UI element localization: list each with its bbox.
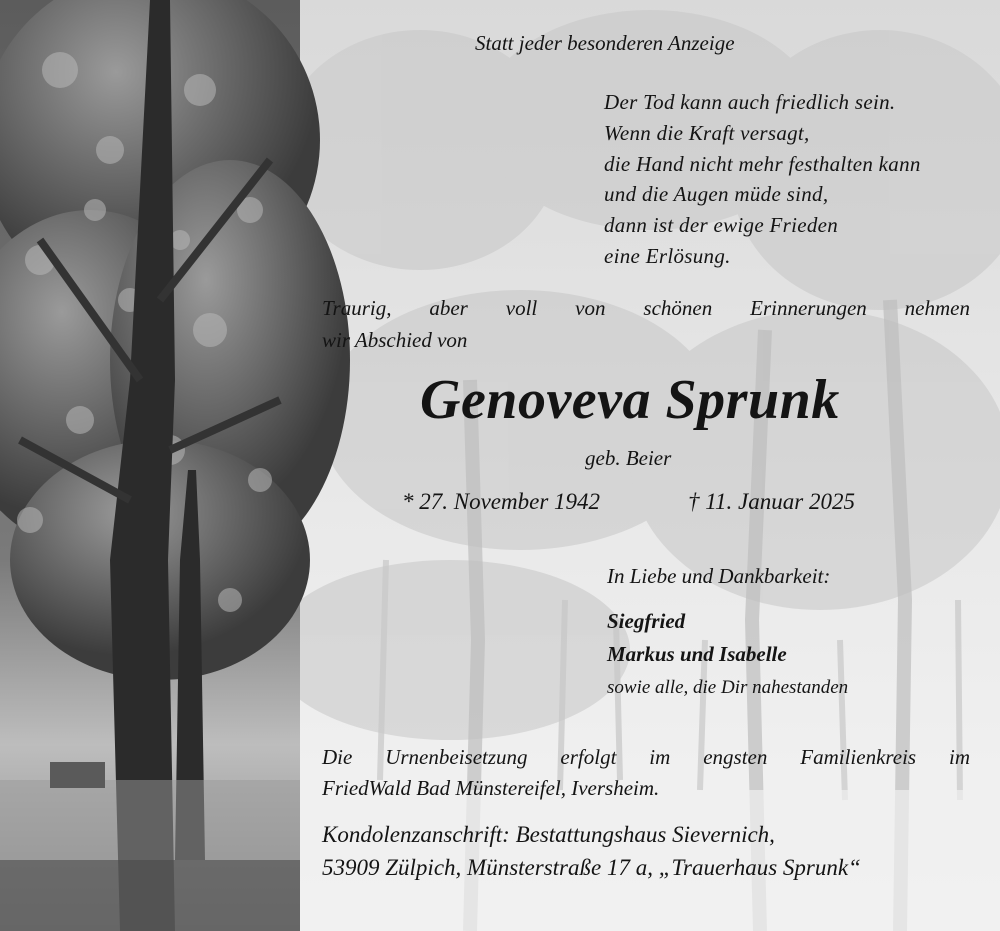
deceased-name: Genoveva Sprunk (420, 369, 840, 431)
poem-line: die Hand nicht mehr festhalten kann (604, 151, 921, 176)
condolence-address-line-1: Kondolenzanschrift: Bestattungshaus Sievernich, (322, 822, 775, 847)
poem-line: Wenn die Kraft versagt, (604, 120, 810, 145)
poem (604, 87, 921, 272)
mourner-name: Siegfried (607, 609, 686, 633)
intro-text-line-1: Traurig, aber voll von schönen Erinnerungen nehmen (322, 296, 970, 320)
poem-line: eine Erlösung. (604, 243, 731, 268)
maiden-name: geb. Beier (585, 446, 672, 470)
condolence-address-line-2: 53909 Zülpich, Münsterstraße 17 a, „Trauerhaus Sprunk“ (322, 855, 861, 880)
poem-line: dann ist der ewige Frieden (604, 213, 839, 238)
death-date: † 11. Januar 2025 (688, 489, 855, 514)
mourners-extra: sowie alle, die Dir nahestanden (607, 677, 849, 698)
burial-text-line-1: Die Urnenbeisetzung erfolgt im engsten Familienkreis im (322, 745, 970, 769)
mourner-name: Markus und Isabelle (607, 642, 787, 666)
poem-line: und die Augen müde sind, (604, 182, 829, 207)
notice-heading: Statt jeder besonderen Anzeige (475, 31, 735, 55)
burial-text-line-2: FriedWald Bad Münstereifel, Iversheim. (322, 776, 660, 800)
birth-date: * 27. November 1942 (402, 489, 601, 514)
closing-phrase: In Liebe und Dankbarkeit: (607, 564, 831, 588)
intro-text-line-2: wir Abschied von (322, 328, 468, 352)
poem-line: Der Tod kann auch friedlich sein. (604, 90, 896, 114)
